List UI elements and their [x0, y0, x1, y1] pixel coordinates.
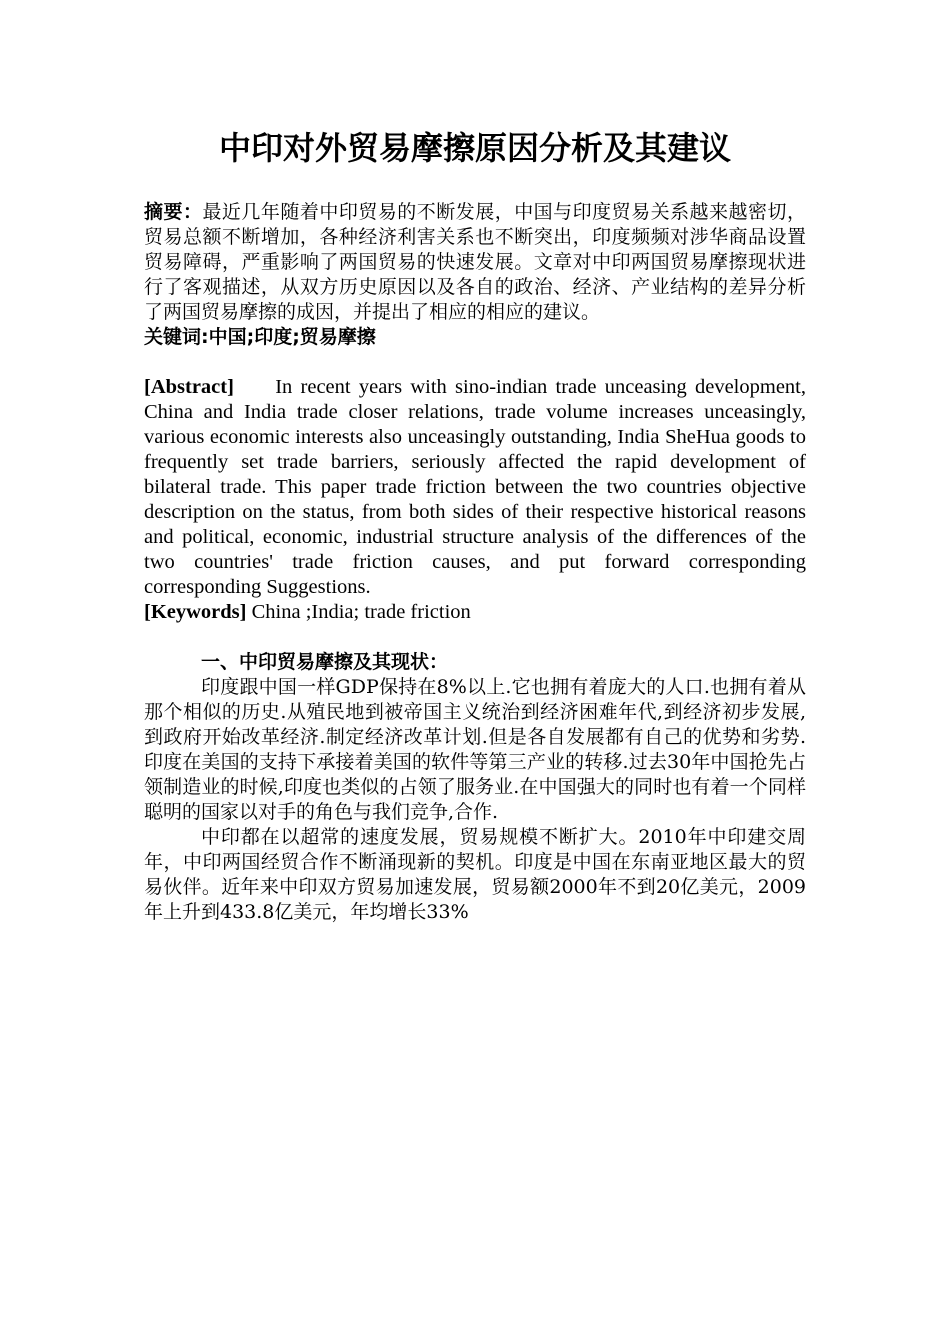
abstract-cn-label: 摘要：	[144, 201, 203, 223]
spacer	[144, 625, 806, 650]
section-heading: 一、中印贸易摩擦及其现状：	[201, 651, 449, 673]
abstract-en-label: [Abstract]	[144, 376, 234, 398]
keywords-en-label: [Keywords]	[144, 601, 247, 623]
abstract-en-text: In recent years with sino-indian trade unceasing development, China and India trade closer relations, trade volume increases unceasingly, various economic interests also unceasingly outstanding, India SheHua goods to frequently set trade barriers, seriously affected the rapid development of bilateral trade. This paper trade friction between the two countries objective description on the status, from both sides of their respective historical reasons and political, economic, industrial structure analysis of the differences of the two countries' trade friction causes, and put forward corresponding corresponding Suggestions.	[144, 376, 806, 598]
abstract-cn-text: 最近几年随着中印贸易的不断发展，中国与印度贸易关系越来越密切，贸易总额不断增加，各种经济利害关系也不断突出，印度频频对涉华商品设置贸易障碍，严重影响了两国贸易的快速发展。文章对中印两国贸易摩擦现状进行了客观描述，从双方历史原因以及各自的政治、经济、产业结构的差异分析了两国贸易摩擦的成因，并提出了相应的相应的建议。	[144, 201, 806, 323]
spacer	[144, 350, 806, 375]
section-paragraph-2: 中印都在以超常的速度发展，贸易规模不断扩大。2010年中印建交周年，中印两国经贸合作不断涌现新的契机。印度是中国在东南亚地区最大的贸易伙伴。近年来中印双方贸易加速发展，贸易额2000年不到20亿美元，2009年上升到433.8亿美元，年均增长33%	[144, 826, 806, 923]
keywords-en-text: China ;India; trade friction	[251, 601, 471, 623]
abstract-cn	[144, 200, 806, 325]
abstract-en	[144, 375, 806, 600]
keywords-en	[144, 600, 806, 625]
document-title: 中印对外贸易摩擦原因分析及其建议	[218, 129, 731, 167]
keywords-cn-label: 关键词:	[144, 326, 209, 348]
document-page	[144, 126, 806, 925]
keywords-cn	[144, 325, 806, 350]
keywords-cn-text: 中国;印度;贸易摩擦	[208, 326, 376, 348]
section-paragraph-1: 印度跟中国一样GDP保持在8%以上.它也拥有着庞大的人口.也拥有着从那个相似的历史.从殖民地到被帝国主义统治到经济困难年代,到经济初步发展,到政府开始改革经济.制定经济改革计划.但是各自发展都有自己的优势和劣势.印度在美国的支持下承接着美国的软件等第三产业的转移.过去30年中国抢先占领制造业的时候,印度也类似的占领了服务业.在中国强大的同时也有着一个同样聪明的国家以对手的角色与我们竞争,合作.	[144, 676, 806, 823]
